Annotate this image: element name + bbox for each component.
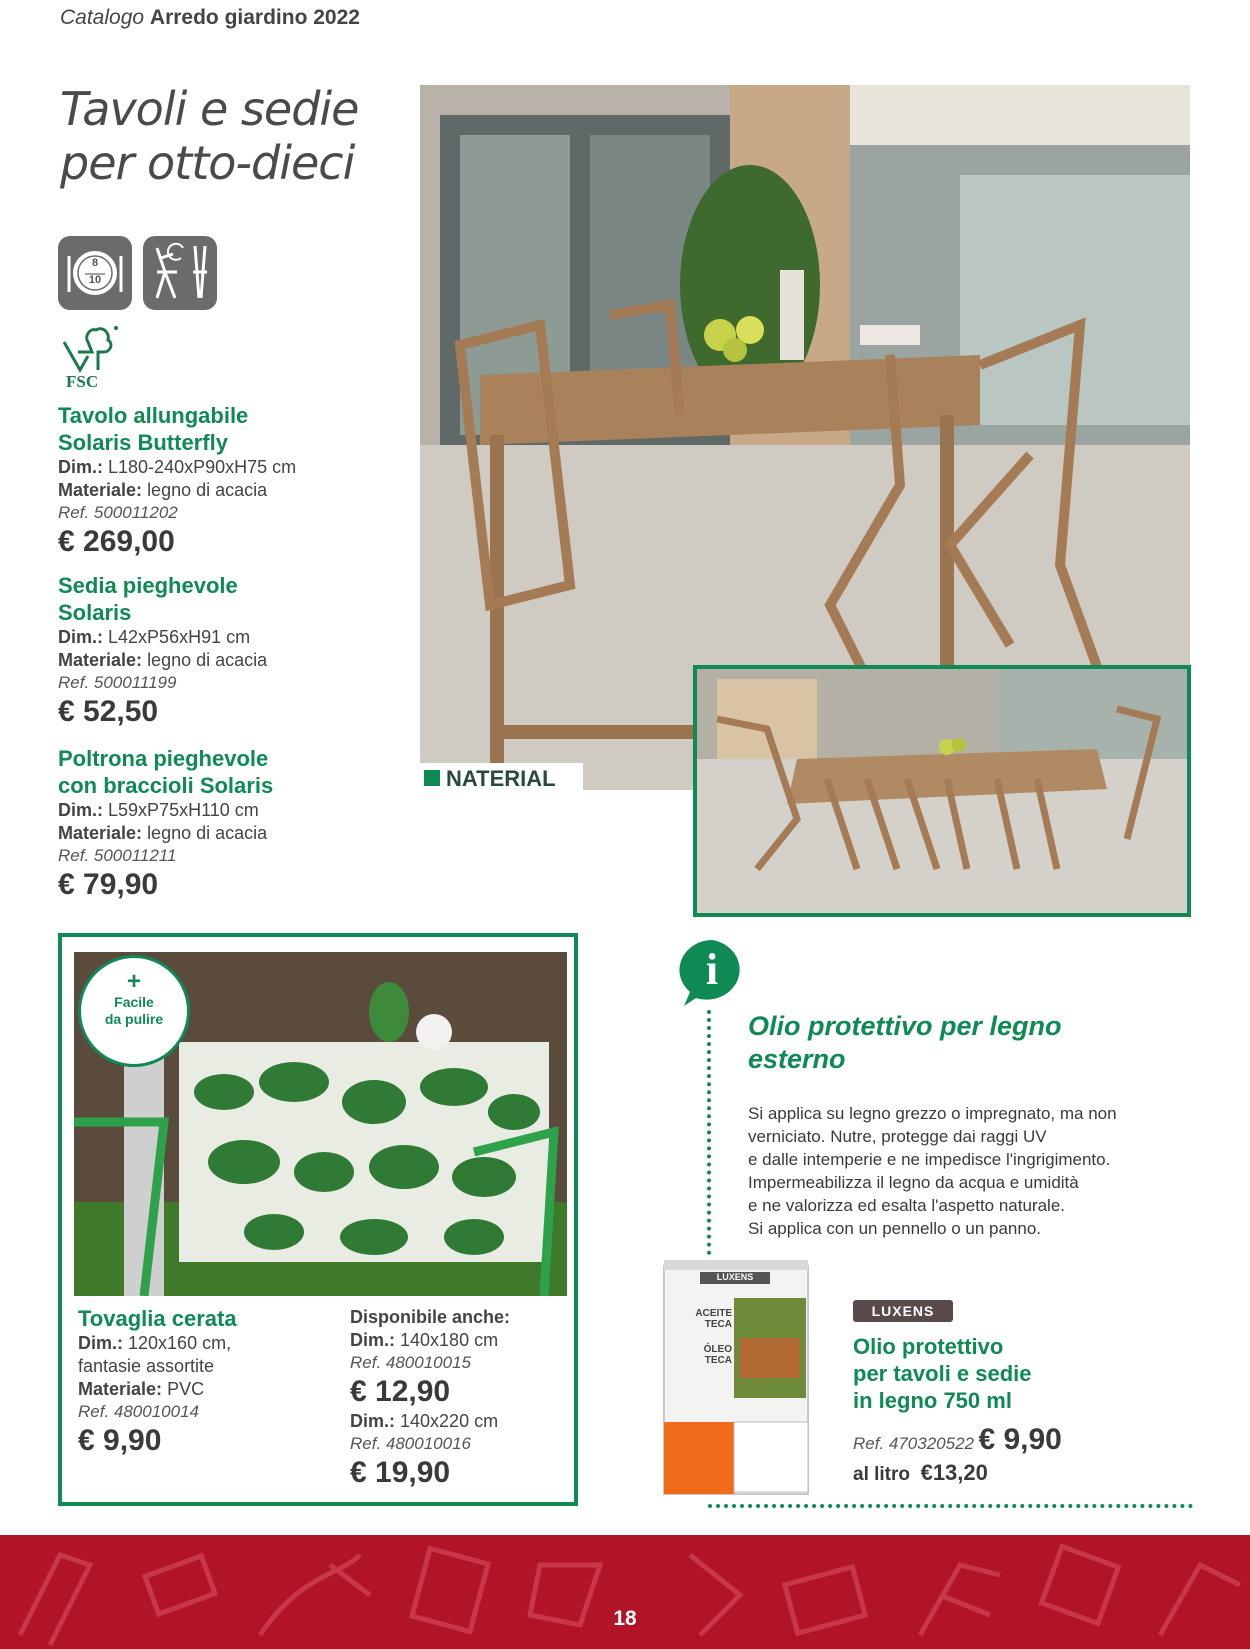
product-material: Materiale: legno di acacia <box>58 823 268 843</box>
tablecloth-name: Tovaglia cerata <box>78 1306 237 1331</box>
product-dimensions: Dim.: L42xP56xH91 cm <box>58 627 251 647</box>
oil-dotted-line <box>708 1504 1193 1508</box>
catalog-name: Arredo giardino 2022 <box>149 6 360 29</box>
page-number: 18 <box>613 1607 637 1630</box>
seats-icon <box>58 236 132 310</box>
footer-band <box>0 1535 1250 1649</box>
info-body: Si applica su legno grezzo o impregnato, ma non verniciato. Nutre, protegge dai raggi UV e dalle intemperie e ne impedisce l'ingrigimento. Impermeabilizza il legno da acqua e umidità e ne valorizza ed esalta l'aspetto naturale. Si applica con un pennello o un panno. <box>748 1104 1117 1238</box>
also-available-label: Disponibile anche: <box>350 1307 511 1327</box>
product-name: Poltrona pieghevole con braccioli Solaris <box>58 746 274 798</box>
info-dotted-line <box>707 1010 711 1255</box>
product-material: Materiale: legno di acacia <box>58 480 268 500</box>
tablecloth-ref: Ref. 480010014 <box>78 1402 199 1421</box>
luxens-wordmark: LUXENS <box>871 1303 935 1319</box>
product-dimensions: Dim.: L59xP75xH110 cm <box>58 800 259 820</box>
info-letter: i <box>705 945 719 994</box>
tablecloth-price: € 9,90 <box>78 1424 162 1457</box>
tablecloth-info <box>78 1305 338 1459</box>
plus-icon: + <box>126 968 141 995</box>
product-price: € 79,90 <box>58 868 159 901</box>
product-chair <box>58 572 378 730</box>
product-ref: Ref. 500011199 <box>58 673 177 692</box>
variant-price: € 19,90 <box>350 1456 451 1489</box>
product-price: € 52,50 <box>58 695 159 728</box>
oil-product-ref: Ref. 470320522 <box>853 1434 974 1453</box>
tablecloth-material: Materiale: PVC <box>78 1379 205 1399</box>
variant-dimensions: Dim.: 140x180 cm <box>350 1330 499 1350</box>
product-armchair <box>58 745 378 903</box>
product-dimensions: Dim.: L180-240xP90xH75 cm <box>58 457 297 477</box>
fsc-label: FSC <box>66 372 99 391</box>
product-ref: Ref. 500011202 <box>58 503 178 522</box>
page-title <box>60 82 358 190</box>
variant-price: € 12,90 <box>350 1375 451 1408</box>
oil-product-name: Olio protettivo per tavoli e sedie in legno 750 ml <box>853 1334 1032 1413</box>
tablecloth-dim-extra: fantasie assortite <box>78 1356 215 1376</box>
page-title-line2: per otto-dieci <box>60 136 355 190</box>
naterial-wordmark: NATERIAL <box>446 766 556 791</box>
info-title: Olio protettivo per legno esterno <box>748 1011 1062 1074</box>
variant-ref: Ref. 480010016 <box>350 1434 471 1453</box>
product-ref: Ref. 500011211 <box>58 846 177 865</box>
can-brand: LUXENS <box>716 1272 754 1282</box>
seats-count-top: 8 <box>91 257 99 269</box>
catalog-label: Catalogo <box>60 6 145 29</box>
naterial-mark-icon <box>424 770 440 786</box>
oil-product-info <box>853 1333 1183 1486</box>
folding-chair-icon <box>143 236 217 310</box>
fsc-logo <box>58 322 124 394</box>
variant-ref: Ref. 480010015 <box>350 1353 471 1372</box>
oil-per-liter: al litro €13,20 <box>853 1460 988 1485</box>
tablecloth-variants <box>350 1306 565 1491</box>
product-price: € 269,00 <box>58 525 175 558</box>
product-table <box>58 402 378 560</box>
seats-count-bottom: 10 <box>88 274 102 286</box>
variant-dimensions: Dim.: 140x220 cm <box>350 1411 499 1431</box>
badge-line1: Facile <box>114 994 154 1010</box>
product-material: Materiale: legno di acacia <box>58 650 268 670</box>
oil-can-image <box>660 1258 812 1498</box>
catalog-header <box>60 6 360 30</box>
oil-product-price: € 9,90 <box>978 1423 1062 1456</box>
easy-clean-badge <box>78 955 190 1067</box>
naterial-logo <box>418 763 583 793</box>
secondary-photo-ten-seats <box>693 665 1191 917</box>
tablecloth-dimensions: Dim.: 120x160 cm, <box>78 1333 232 1353</box>
oil-product-ref-price <box>853 1422 1183 1458</box>
info-icon <box>676 938 748 1008</box>
product-name: Sedia pieghevole Solaris <box>58 573 238 625</box>
badge-line2: da pulire <box>104 1011 164 1027</box>
product-name: Tavolo allungabile Solaris Butterfly <box>58 403 249 455</box>
can-labels: ACEITE TECA ÓLEO TECA <box>695 1308 732 1366</box>
page-title-line1: Tavoli e sedie <box>60 82 359 136</box>
luxens-logo <box>853 1300 953 1322</box>
